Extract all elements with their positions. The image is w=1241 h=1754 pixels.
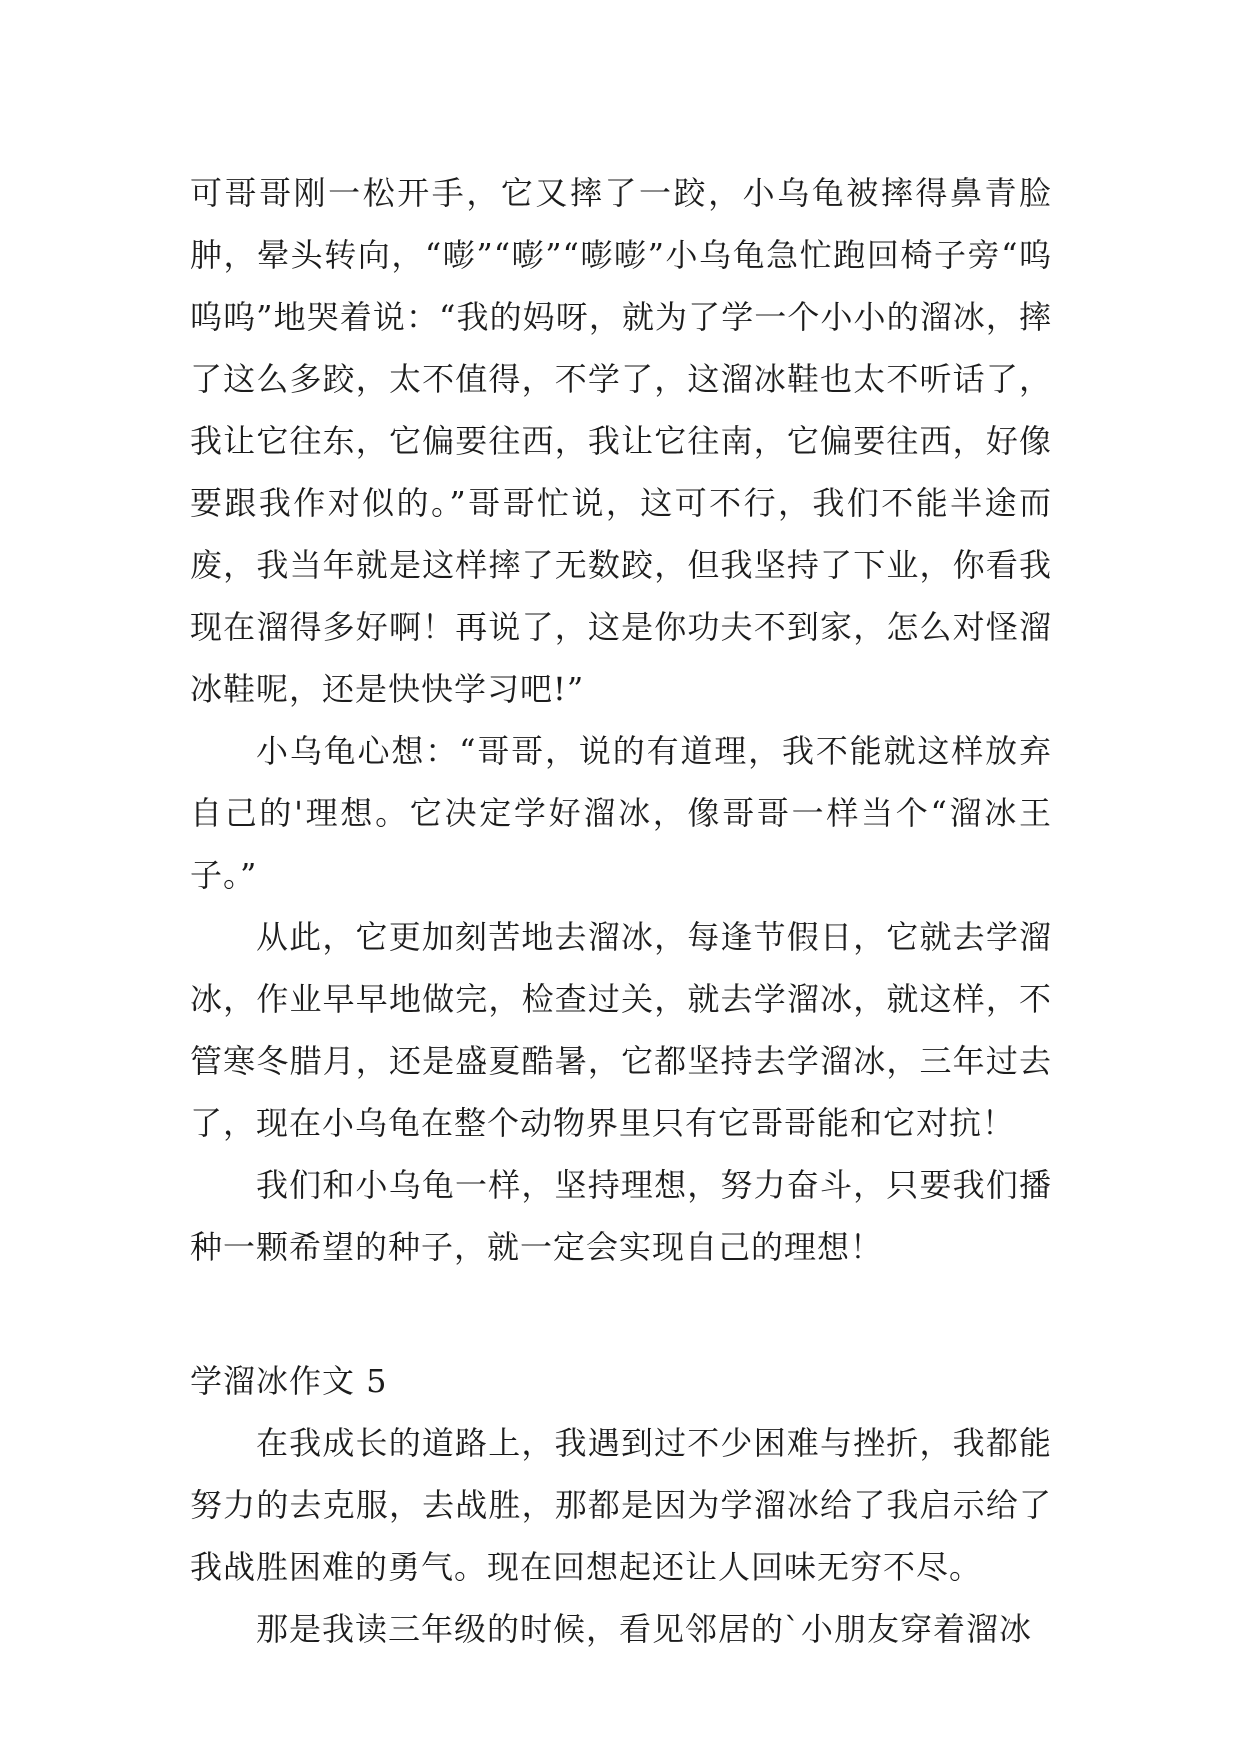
paragraph-4: 我们和小乌龟一样，坚持理想，努力奋斗，只要我们播种一颗希望的种子，就一定会实现自己的理想！ <box>190 1166 1052 1266</box>
paragraph-3: 从此，它更加刻苦地去溜冰，每逢节假日，它就去学溜冰，作业早早地做完，检查过关，就去学溜冰，就这样，不管寒冬腊月，还是盛夏酷暑，它都坚持去学溜冰，三年过去了，现在小乌龟在整个动物界里只有它哥哥能和它对抗！ <box>190 918 1052 1142</box>
paragraph-1: 可哥哥刚一松开手，它又摔了一跤，小乌龟被摔得鼻青脸肿，晕头转向，“嘭”“嘭”“嘭嘭”小乌龟急忙跑回椅子旁“呜呜呜”地哭着说：“我的妈呀，就为了学一个小小的溜冰，摔了这么多跤，太不值得，不学了，这溜冰鞋也太不听话了，我让它往东，它偏要往西，我让它往南，它偏要往西，好像要跟我作对似的。”哥哥忙说，这可不行，我们不能半途而废，我当年就是这样摔了无数跤，但我坚持了下业，你看我现在溜得多好啊！再说了，这是你功夫不到家，怎么对怪溜冰鞋呢，还是快快学习吧!” <box>190 174 1052 708</box>
paragraph-5: 在我成长的道路上，我遇到过不少困难与挫折，我都能努力的去克服，去战胜，那都是因为学溜冰给了我启示给了我战胜困难的勇气。现在回想起还让人回味无穷不尽。 <box>190 1424 1052 1586</box>
document-body <box>190 162 1052 1660</box>
section-title: 学溜冰作文 5 <box>190 1362 388 1400</box>
paragraph-2: 小乌龟心想：“哥哥，说的有道理，我不能就这样放弃自己的'理想。它决定学好溜冰，像哥哥一样当个“溜冰王子。” <box>190 732 1052 894</box>
paragraph-6: 那是我读三年级的时候，看见邻居的`小朋友穿着溜冰 <box>256 1610 1033 1648</box>
section-spacer <box>190 1278 1052 1350</box>
